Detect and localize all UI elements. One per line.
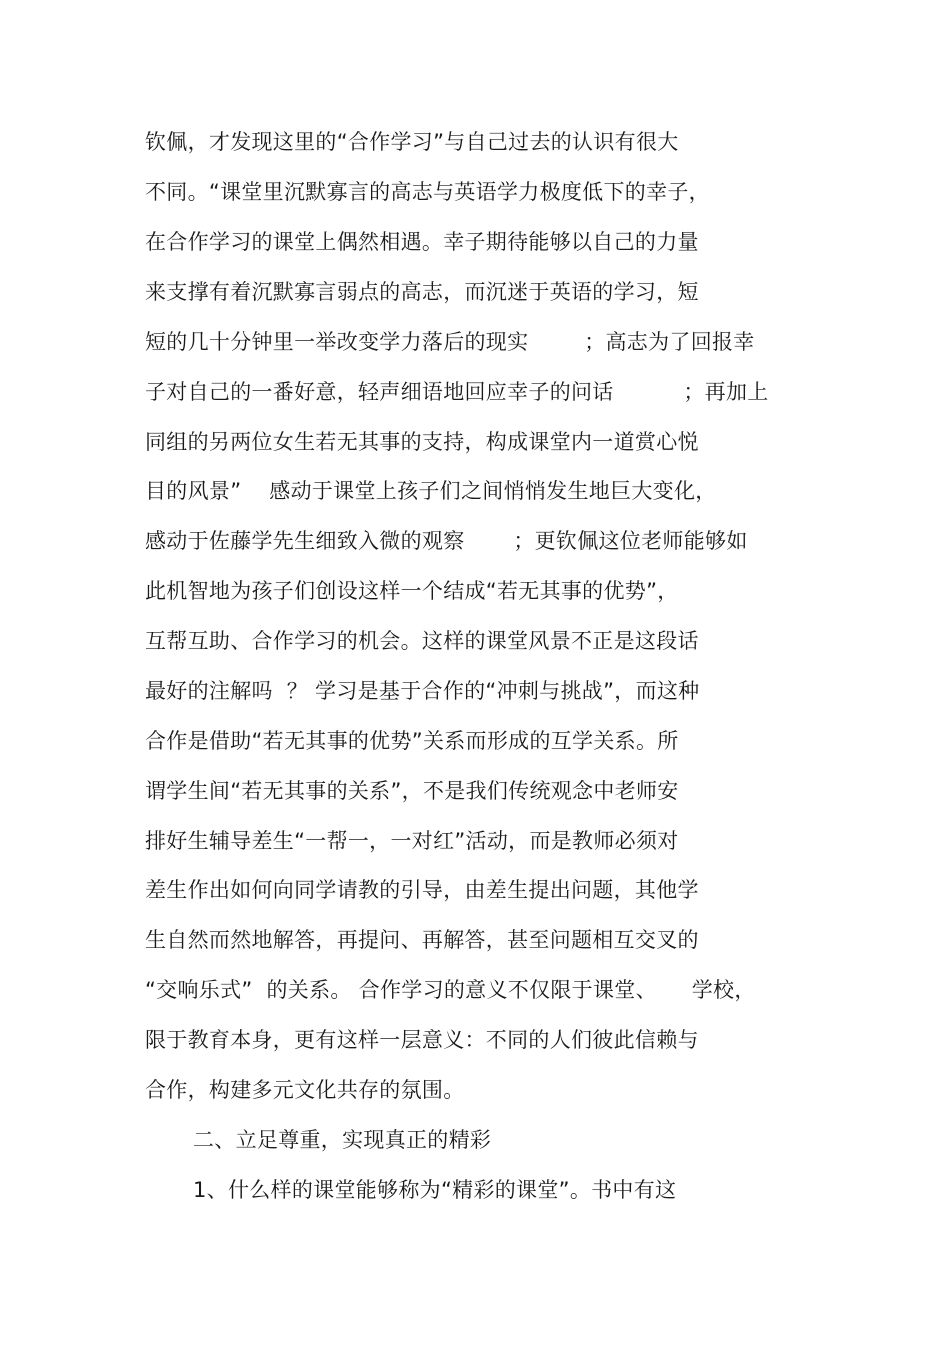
body-line-16: 差生作出如何向同学请教的引导，由差生提出问题，其他学: [145, 878, 699, 902]
body-line-7: 同组的另两位女生若无其事的支持，构成课堂内一道赏心悦: [145, 430, 699, 454]
body-line-20: 合作，构建多元文化共存的氛围。: [145, 1078, 465, 1102]
body-line-11: 互帮互助、合作学习的机会。这样的课堂风景不正是这段话: [145, 629, 699, 653]
body-line-4: 来支撑有着沉默寡言弱点的高志，而沉迷于英语的学习，短: [145, 280, 699, 304]
body-line-6: 子对自己的一番好意，轻声细语地回应幸子的问话 ；再加上: [145, 380, 769, 404]
body-line-10: 此机智地为孩子们创设这样一个结成“若无其事的优势”，: [145, 579, 679, 603]
body-line-3: 在合作学习的课堂上偶然相遇。幸子期待能够以自己的力量: [145, 230, 699, 254]
body-line-5: 短的几十分钟里一举改变学力落后的现实 ；高志为了回报幸: [145, 330, 755, 354]
body-line-9: 感动于佐藤学先生细致入微的观察 ；更钦佩这位老师能够如: [145, 529, 748, 553]
body-line-14: 谓学生间“若无其事的关系”，不是我们传统观念中老师安: [145, 779, 679, 803]
body-line-15: 排好生辅导差生“一帮一，一对红”活动，而是教师必须对: [145, 829, 679, 853]
body-line-13: 合作是借助“若无其事的优势”关系而形成的互学关系。所: [145, 729, 679, 753]
body-line-1: 钦佩，才发现这里的“合作学习”与自己过去的认识有很大: [145, 130, 679, 154]
subsection-heading: 1、什么样的课堂能够称为“精彩的课堂”。书中有这: [193, 1178, 677, 1202]
section-heading: 二、立足尊重，实现真正的精彩: [193, 1128, 492, 1152]
body-line-18: “交响乐式” 的关系。 合作学习的意义不仅限于课堂、 学校，: [145, 978, 756, 1002]
body-line-8: 目的风景” 感动于课堂上孩子们之间悄悄发生地巨大变化，: [145, 479, 717, 503]
body-line-17: 生自然而然地解答，再提问、再解答，甚至问题相互交叉的: [145, 928, 699, 952]
body-line-2: 不同。“课堂里沉默寡言的高志与英语学力极度低下的幸子，: [145, 180, 710, 204]
body-line-19: 限于教育本身，更有这样一层意义：不同的人们彼此信赖与: [145, 1028, 699, 1052]
body-line-12: 最好的注解吗 ？ 学习是基于合作的“冲刺与挑战”，而这种: [145, 679, 700, 703]
